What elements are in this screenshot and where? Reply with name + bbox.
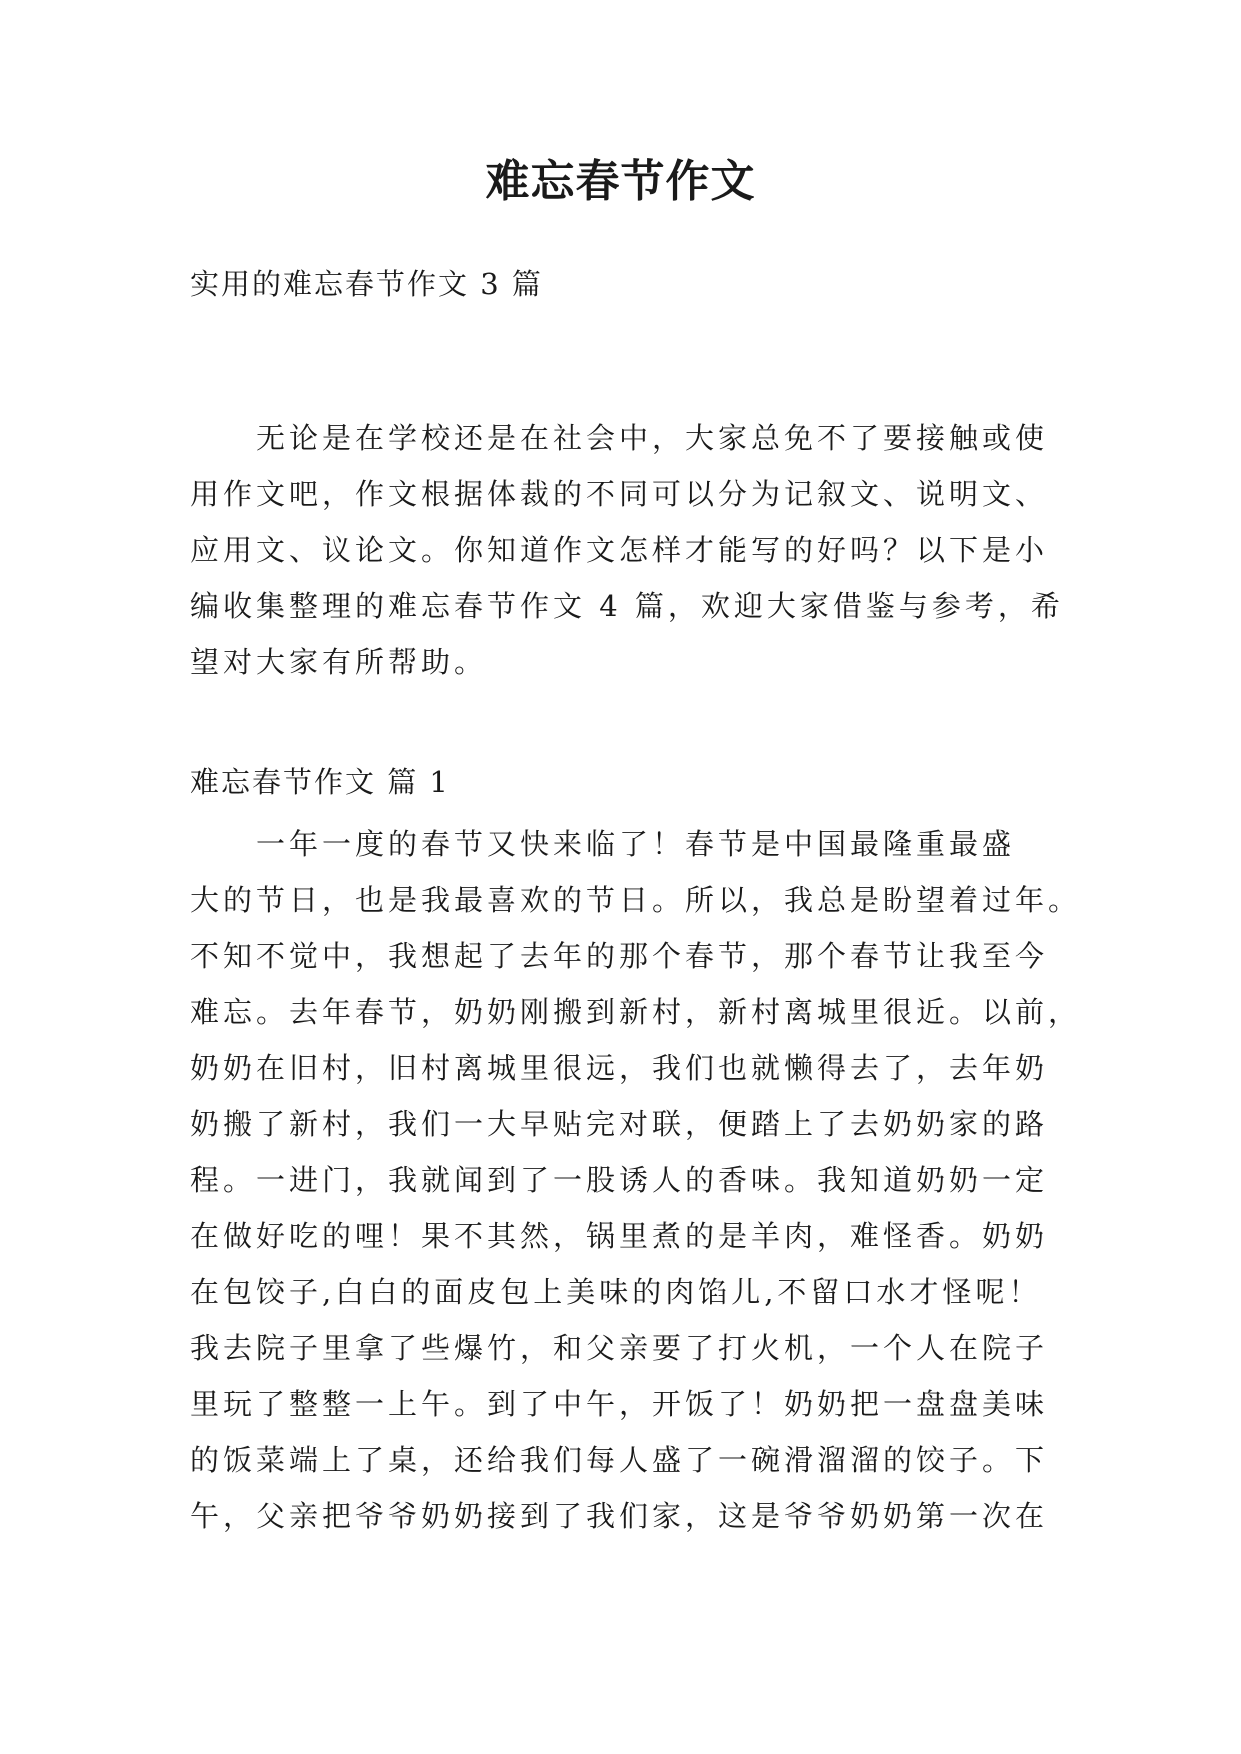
document-subtitle: 实用的难忘春节作文 3 篇 [190, 267, 543, 301]
essay-line: 奶奶在旧村，旧村离城里很远，我们也就懒得去了，去年奶 [190, 1051, 1049, 1085]
essay-line: 我去院子里拿了些爆竹，和父亲要了打火机，一个人在院子 [190, 1331, 1049, 1365]
intro-line: 无论是在学校还是在社会中，大家总免不了要接触或使 [190, 421, 1049, 455]
intro-line: 望对大家有所帮助。 [190, 645, 488, 679]
intro-line: 应用文、议论文。你知道作文怎样才能写的好吗？以下是小 [190, 533, 1049, 567]
essay-line: 奶搬了新村，我们一大早贴完对联，便踏上了去奶奶家的路 [190, 1107, 1049, 1141]
essay-paragraph [190, 816, 1090, 1544]
essay-line: 的饭菜端上了桌，还给我们每人盛了一碗滑溜溜的饺子。下 [190, 1443, 1049, 1477]
essay-line: 在包饺子,白白的面皮包上美味的肉馅儿,不留口水才怪呢！ [190, 1275, 1042, 1309]
essay-line: 大的节日，也是我最喜欢的节日。所以，我总是盼望着过年。 [190, 883, 1082, 917]
essay-line: 一年一度的春节又快来临了！春节是中国最隆重最盛 [190, 827, 1016, 861]
essay-line: 里玩了整整一上午。到了中午，开饭了！奶奶把一盘盘美味 [190, 1387, 1049, 1421]
section-heading: 难忘春节作文 篇 1 [190, 765, 450, 799]
intro-line: 编收集整理的难忘春节作文 4 篇，欢迎大家借鉴与参考，希 [190, 589, 1064, 623]
essay-line: 难忘。去年春节，奶奶刚搬到新村，新村离城里很近。以前， [190, 995, 1082, 1029]
essay-line: 程。一进门，我就闻到了一股诱人的香味。我知道奶奶一定 [190, 1163, 1049, 1197]
essay-line: 不知不觉中，我想起了去年的那个春节，那个春节让我至今 [190, 939, 1049, 973]
intro-line: 用作文吧，作文根据体裁的不同可以分为记叙文、说明文、 [190, 477, 1049, 511]
document-title: 难忘春节作文 [485, 156, 756, 207]
essay-line: 在做好吃的哩！果不其然，锅里煮的是羊肉，难怪香。奶奶 [190, 1219, 1049, 1253]
intro-paragraph [190, 410, 1090, 690]
essay-line: 午，父亲把爷爷奶奶接到了我们家，这是爷爷奶奶第一次在 [190, 1499, 1049, 1533]
